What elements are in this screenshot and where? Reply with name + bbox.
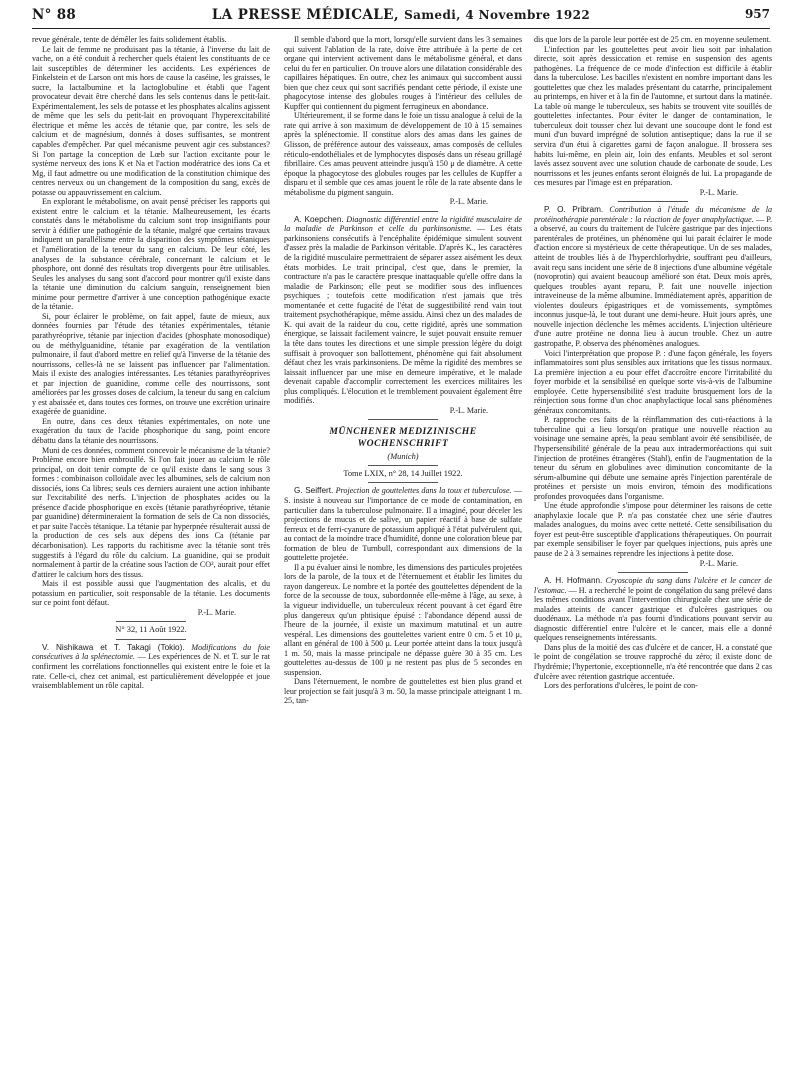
abstract-text: — Les expériences de N. et T. sur le rat confirment les corrélations fonctionnelles qui existent entre le foie et la rate. Celle-ci, chez cet animal, est particulièrement développée et joue vraisemblablement un rôle capital. <box>32 652 270 691</box>
page-number: 957 <box>744 7 770 21</box>
abstract <box>534 576 772 643</box>
abstract-text: — H. a recherché le point de congélation du sang prélevé dans les mêmes conditions avant l'intervention chirurgicale chez une série de malades atteints de cancer gastrique et d'ulcères gastriques ou duodénaux. La méthode n'a pas fourni d'indications pouvant servir au diagnostic différentiel entre l'ulcère et le cancer, mais elle a donné quelques renseignements intéressants. <box>534 585 772 643</box>
signature: P.-L. Marie. <box>449 197 488 207</box>
page-header <box>32 7 770 27</box>
abstract-title: Contribution à l'étude du mécanisme de la protéinothérapie parentérale : la réaction de foyer anaphylactique. <box>534 205 772 224</box>
abstract <box>284 215 522 406</box>
abstract-title: Projection de gouttelettes dans la toux et tuberculose. <box>335 486 512 496</box>
paragraph: P. rapproche ces faits de la réinflammation des cuti-réactions à la tuberculine qui a lieu lorsqu'on pratique une nouvelle réaction au voisinage une semaine après, la peau semblant avoir été sensibilisée, de l'hypersensibilité générale de la peau aux intradermoréactions qui suit l'injection de protéines étrangères (Stahl), enfin de l'augmentation de la teneur du sérum en globulines avec diminution concomitante de la sérum-albumine qui débute une semaine après l'injection parentérale de protéines et persiste un mois environ, témoin des modifications profondes provoquées dans l'organisme. <box>534 415 772 501</box>
abstract-text: — Les états parkinsoniens consécutifs à l'encéphalite épidémique simulent souvent d'assez près la maladie de Parkinson véritable. D'après K., les caractères de la rigidité musculaire permettraient de séparer assez aisément les deux états morbides. Le trait principal, c'est que, dans le premier, la contracture n'a pas le caractère presque inattaquable qu'elle offre dans la maladie de Parkinson; elle peut se modifier sous des influences psychiques ; toutefois cette modification n'est jamais que très momentanée et cette fugacité de l'état de suggestibilité rend vain tout traitement psychothérapique, même assidu. Ainsi chez un des malades de K. qui avait de la raideur du cou, cette rigidité, après une sommation énergique, se laissait facilement vaincre, le sujet pouvait ensuite remuer la tête dans toutes les directions et une simple pression légère du doigt suffisait à provoquer son ballottement, phénomène qui fait absolument défaut chez les vrais parkinsoniens. De même la rigidité des membres se laissait influencer par une mise en demeure impérative, et le malade devenait capable d'accomplir correctement les exercices militaires les plus compliqués. L'élocution et le tremblement pouvaient également être modifiés. <box>284 224 522 406</box>
journal-title-line: WOCHENSCHRIFT <box>357 438 449 450</box>
column-2 <box>284 35 522 1075</box>
signature: P.-L. Marie. <box>699 558 738 568</box>
abstract-title: Modifications du foie consécutives à la splénectomie. <box>32 642 270 662</box>
paragraph: Le lait de femme ne produisant pas la tétanie, à l'inverse du lait de vache, on a été conduit à rechercher quels étaient les constituants de ce lait susceptibles de déterminer les accidents. Les expériences de Finkelstein et de Larson ont mis hors de cause la caséine, les graisses, le sucre, la lactalbumine et la lactoglobuline et établi que l'agent provocateur devait être cherché dans les sels contenus dans le petit-lait. Expérimentalement, les sels de potasse et les phosphates alcalins agissent de même que les sels du petit-lait en provoquant l'hyperexcitabilité électrique et même les accès de tétanie que, par contre, les sels de calcium et de magnésium, donnés à doses suffisantes, se montrent capables d'empêcher. Par quel mécanisme peuvent agir ces substances? Si l'on partage la conception de Lœb sur l'action excitante pour le système nerveux des ions K et Na et l'action modératrice des ions Ca et Mg, il faut admettre ou une modification de la constitution chimique des centres nerveux ou un changement de la composition du sang, excès de potasse ou appauvrissement en calcium. <box>32 44 270 197</box>
paragraph: Si, pour éclairer le problème, on fait appel, faute de mieux, aux données fournies par l'étude des tétanies expérimentales, tétanie parathyréoprive, tétanie par injection d'acides (phosphate monosodique) ou de méthylguanidine, tétanie par exagération de la ventilation pulmonaire, il faut d'abord mettre en relief qu'à l'inverse de la tétanie des nourrissons, celles-là ne se laissent pas influencer par l'alimentation. Mais il existe des analogies intéressantes. Les tétanies parathyréoprives et par injection de guanidine, comme celle des nourrissons, sont améliorées par les grosses doses de calcium, la teneur du sang en calcium y est abaissée et, dans toutes ces formes, on trouve une excrétion urinaire exagérée de guanidine. <box>32 311 270 417</box>
journal-city: (Munich) <box>387 452 419 462</box>
separator <box>368 419 438 420</box>
signature: P.-L. Marie. <box>449 405 488 415</box>
issue-heading: N° 32, 11 Août 1922. <box>115 625 187 635</box>
abstract <box>534 205 772 348</box>
paragraph: En explorant le métabolisme, on avait pensé préciser les rapports qui existent entre le calcium et la tétanie. Malheureusement, les écarts constatés dans le métabolisme du calcium sont trop insignifiants pour servir à édifier une pathogénie de la tétanie, malgré que certains travaux indiquent un parallélisme entre la disparition des symptômes tétaniques et l'amélioration de la teneur du sang en calcium. De leur côté, les analyses de la substance cérébrale, concernant le calcium et le phosphore, ont donné des résultats trop divergents pour être utilisables. Seules les analyses du sang sont d'accord pour montrer qu'il existe dans la tétanie une diminution du calcium sanguin, renseignement bien minime pour permettre d'arriver à une conception pathogénique exacte de la tétanie. <box>32 197 270 312</box>
abstract-title: Cryoscopie du sang dans l'ulcère et le cancer de l'estomac. <box>534 576 772 595</box>
paragraph: En outre, dans ces deux tétanies expérimentales, on note une exagération du taux de l'acide phosphorique du sang, point encore débattu dans la tétanie des nourrissons. <box>32 416 270 445</box>
paragraph: L'infection par les gouttelettes peut avoir lieu soit par inhalation directe, soit après dessiccation et remise en suspension des agents pathogènes. La fréquence de ce mode d'infection est difficile à établir dans la tuberculose. Les bacilles n'existent en nombre important dans les gouttelettes que chez les malades présentant du catarrhe, principalement au printemps, en hiver et à la fin de l'automne, et surtout dans la matinée. La table où mange le tuberculeux, ses habits se trouvent vite souillés de gouttelettes infectantes. Pour éviter le danger de contamination, le tuberculeux doit tousser chez lui devant une soucoupe dont le fond est muni d'un buvard imprégné de solution antiseptique; dans la rue il se servira d'un étui à cigarettes garni de façon analogue. Il brossera ses habits lui-même, en plein air, loin des enfants. Meubles et sol seront lavés assez souvent avec une solution chaude de carbonate de soude. Les nourrissons et les jeunes enfants seront éloignés de lui. La propagande de ces mesures par l'image est en préparation. <box>534 44 772 188</box>
paragraph: Lors des perforations d'ulcères, le point de con- <box>544 681 698 691</box>
abstract <box>32 643 270 691</box>
column-3 <box>534 35 772 1075</box>
header-rule <box>32 28 770 29</box>
separator <box>116 639 186 640</box>
paragraph: Il semble d'abord que la mort, lorsqu'elle survient dans les 3 semaines qui suivent l'ablation de la rate, doive être attribuée à la perte de cet organe qui intervient activement dans le métabolisme général, et dans celui du fer en particulier. On trouve alors une dilatation considérable des capillaires hépatiques. En outre, chez les animaux qui succombent aussi bien que chez ceux qui sont sacrifiés pendant cette période, il existe une phagocytose intense des globules rouges à l'intérieur des cellules de Kupffer qui contiennent du pigment ferrugineux en abondance. <box>284 35 522 111</box>
issue-number: N° 88 <box>32 7 77 23</box>
journal-name: LA PRESSE MÉDICALE, <box>211 7 399 23</box>
separator <box>368 211 438 212</box>
abstract-text: — S. insiste à nouveau sur l'importance de ce mode de contamination, en particulier dans la tuberculose pulmonaire. Il a imaginé, pour déceler les projections de mucus et de salive, un papier réactif à base de sulfate ferreux et de ferri-cyanure de potassium appliqué à l'état pulvérulent qui, au contact de la moindre trace d'humidité, donne une coloration bleue par formation de bleu de Turnbull, correspondant aux dimensions de la gouttelette projetée. <box>284 486 522 563</box>
signature: P.-L. Marie. <box>699 187 738 197</box>
separator <box>116 621 186 622</box>
abstract-author: P. O. Pribram. <box>544 205 604 215</box>
running-title <box>32 7 770 23</box>
paragraph: Mais il est possible aussi que l'augmentation des alcalis, et du potassium en particulier, soit responsable de la tétanie. Les documents sur ce point font défaut. <box>32 579 270 608</box>
paragraph: Il a pu évaluer ainsi le nombre, les dimensions des particules projetées lors de la parole, de la toux et de l'éternuement et établir les limites du rayon dangereux. Le nombre et la portée des gouttelettes dépendent de la force de la secousse de toux, subordonnée elle-même à l'âge, au sexe, à la vigueur individuelle, un tuberculeux récent pouvant à cet égard être plus dangereux qu'un phtisique épuisé : l'abondance dépend aussi de l'heure de la journée, il existe un maximum matutinal et un autre vespéral. Les dimensions des gouttelettes varient entre 0 cm. 5 et 10 μ, allant en général de 100 à 500 μ. Leur portée atteint dans la toux jusqu'à 1 m. 50, mais la masse principale ne dépasse guère 30 à 35 cm. Les gouttelettes au-dessus de 100 μ ne restent pas plus de 5 secondes en suspension. <box>284 562 522 677</box>
column-1 <box>32 35 270 1075</box>
abstract-author: V. Nishikawa et T. Takagi (Tokio). <box>42 642 185 652</box>
issue-date: Samedi, 4 Novembre 1922 <box>404 8 591 22</box>
paragraph: revue générale, tente de démêler les faits solidement établis. <box>32 35 227 44</box>
separator <box>368 465 438 466</box>
paragraph: Dans plus de la moitié des cas d'ulcère et de cancer, H. a constaté que le point de congélation se trouve rapproché du zéro; il existe donc de l'hydrémie; l'hypertonie, exceptionnelle, n'a été rencontrée que dans 2 cas d'ulcère avec rétention gastrique accentuée. <box>534 642 772 681</box>
abstract-author: A. H. Hofmann. <box>544 576 603 586</box>
paragraph: Ultérieurement, il se forme dans le foie un tissu analogue à celui de la rate qui arrive à son maximum de développement de 10 à 15 semaines après la splénectomie. Il constitue alors des amas dans les gaines de Glisson, de préférence autour des vaisseaux, amas composés de cellules réticulo-endothéliales et de lymphocytes disposés dans un réseau grillagé fibrillaire. Ces amas peuvent atteindre jusqu'à 150 μ de diamètre. A cette époque la phagocytose des globules rouges par les cellules de Kupffer a disparu et il semble que ces amas jouent le rôle de la rate absente dans le métabolisme du pigment sanguin. <box>284 111 522 197</box>
paragraph: dis que lors de la parole leur portée est de 25 cm. en moyenne seulement. <box>534 35 771 44</box>
paragraph: Muni de ces données, comment concevoir le mécanisme de la tétanie? Problème encore bien embrouillé. Si l'on fait jouer au calcium le rôle principal, on doit tenir compte de ce qu'il existe dans le sang sous 3 formes : combinaison colloïdale avec les albumines, sels de calcium non dissociés, ions Ca libres; seuls ces derniers auraient une action inhibante sur l'excitabilité des nerfs. L'injection de phosphates acides ou la présence d'acide phosphorique en excès (tétanie parathyréoprive, tétanie par guanidine) détermineraient la formation de sels de Ca non dissociés, et par suite l'accès tétanique. La tétanie par hyperpnée résulterait aussi de la production de ces sels aux dépens des ions Ca (tétanie par décarbonisation). Les rapports du rachitisme avec la tétanie sont très suggestifs à l'égard du rôle du calcium. La guanidine, qui se produit normalement à partir de la créatine sous l'action de CO², aurait pour effet d'attirer le calcium hors des tissus. <box>32 445 270 579</box>
journal-title-line: MÜNCHENER MEDIZINISCHE <box>329 426 477 438</box>
separator <box>618 572 688 573</box>
abstract-author: G. Seiffert. <box>294 486 334 496</box>
paragraph: Une étude approfondie s'impose pour déterminer les raisons de cette anaphylaxie locale que P. n'a pas constatée chez une série d'autres malades analogues, du moins avec cette netteté. Cette sensibilisation du foyer est peut-être susceptible d'applications thérapeutiques. On pourrait par exemple sensibiliser le foyer par quelques injections, puis après une pause de 2 à 3 semaines reprendre les injections à petite dose. <box>534 501 772 558</box>
journal-title <box>284 426 522 450</box>
abstract <box>284 486 522 562</box>
issue-heading: Tome LXIX, n° 28, 14 Juillet 1922. <box>343 468 463 478</box>
separator <box>368 482 438 483</box>
paragraph: Dans l'éternuement, le nombre de gouttelettes est bien plus grand et leur projection se fait jusqu'à 3 m. 50, la masse principale atteignant 1 m. 25, tan- <box>284 677 522 706</box>
abstract-text: — P. a observé, au cours du traitement de l'ulcère gastrique par des injections parentérales de protéines, un phénomène qui lui parait éclairer le mode d'action encore si mystérieux de cette thérapeutique. Un de ses malades, atteint de troubles liés à de l'hyperchlorhydrie, souffrant peu d'ailleurs, avait reçu sans incident une série de 8 injections d'une albumine végétale (novoprotin) qui avaient beaucoup amélioré son état. Deux mois après, quelques troubles ayant reparu, P. fait une nouvelle injection intraveineuse de la même albumine. Immédiatement après, apparition de violentes douleurs épigastriques et de vomissements, symptômes inconnus jusque-là, le tout durant une demi-heure. Huit jours après, une nouvelle injection déclenche les mêmes accidents. L'injection ultérieure d'une autre protéine ne donna lieu à aucun trouble. Chez un autre gastropathe, P. observa des phénomènes analogues. <box>534 214 772 348</box>
signature: P.-L. Marie. <box>197 607 236 617</box>
abstract-title: Diagnostic différentiel entre la rigidité musculaire de la maladie de Parkinson et celle du parkinsonisme. <box>284 214 522 234</box>
separator <box>618 201 688 202</box>
paragraph: Voici l'interprétation que propose P. : d'une façon générale, les foyers inflammatoires sont plus sensibles aux irritations que les tissus normaux. La première injection a eu pour effet d'accroître encore l'irritabilité du foyer morbide et la sensibilisé en quelque sorte vis-à-vis de l'albumine employée. Cette hypersensibilité s'est traduite brusquement lors de la réinjection sous forme d'un choc anaphylactique local sans phénomènes généraux concomitants. <box>534 348 772 415</box>
abstract-author: A. Koepchen. <box>294 214 344 224</box>
